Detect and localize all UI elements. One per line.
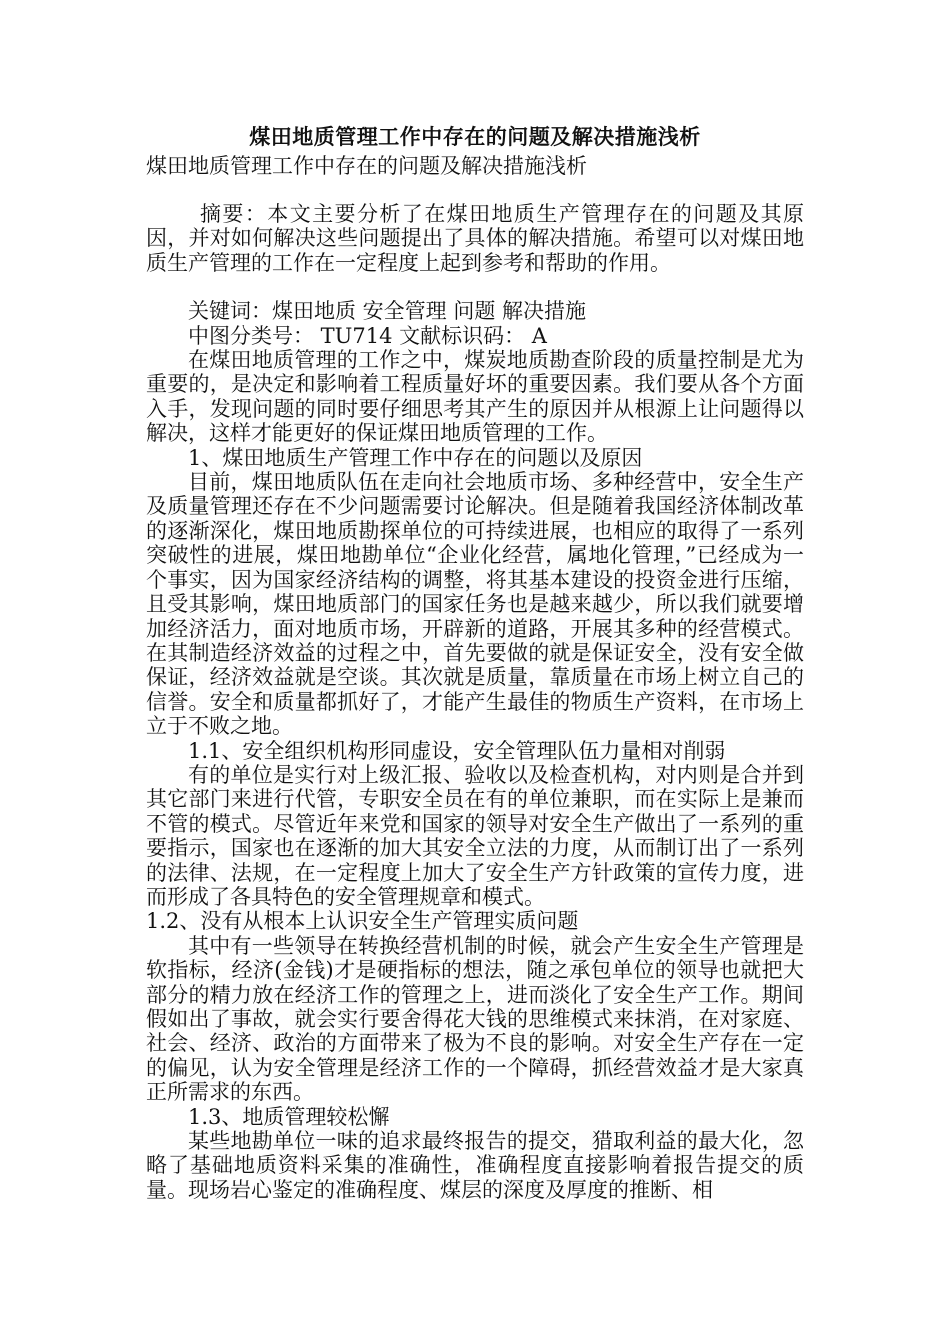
- section-heading-1-1: 1.1、安全组织机构形同虚设，安全管理队伍力量相对削弱: [188, 738, 726, 763]
- section-heading-1-2: 1.2、没有从根本上认识安全生产管理实质问题: [146, 909, 579, 934]
- section-body-1-2: 其中有一些领导在转换经营机制的时候，就会产生安全生产管理是软指标，经济(金钱)才是硬指标的想法，随之承包单位的领导也就把大部分的精力放在经济工作的管理之上，进而淡化了安全生产工作。期间假如出了事故，就会实行要舍得花大钱的思维模式来抹消，在对家庭、社会、经济、政治的方面带来了极为不良的影响。对安全生产存在一定的偏见，认为安全管理是经济工作的一个障碍，抓经营效益才是大家真正所需求的东西。: [146, 933, 804, 1105]
- section-body-1-3: 某些地勘单位一味的追求最终报告的提交，猎取利益的最大化，忽略了基础地质资料采集的准确性，准确程度直接影响着报告提交的质量。现场岩心鉴定的准确程度、煤层的深度及厚度的推断、相: [146, 1129, 804, 1202]
- section-body-1: 目前，煤田地质队伍在走向社会地质市场、多种经营中，安全生产及质量管理还存在不少问题需要讨论解决。但是随着我国经济体制改革的逐渐深化，煤田地质勘探单位的可持续进展，也相应的取得了一系列突破性的进展，煤田地勘单位“企业化经营，属地化管理，”已经成为一个事实，因为国家经济结构的调整，将其基本建设的投资金进行压缩，且受其影响，煤田地质部门的国家任务也是越来越少，所以我们就要增加经济活力，面对地质市场，开辟新的道路，开展其多种的经营模式。在其制造经济效益的过程之中，首先要做的就是保证安全，没有安全做保证，经济效益就是空谈。其次就是质量，靠质量在市场上树立自己的信誉。安全和质量都抓好了，才能产生最佳的物质生产资料，在市场上立于不败之地。: [146, 470, 804, 739]
- section-body-1-1: 有的单位是实行对上级汇报、验收以及检查机构，对内则是合并到其它部门来进行代管，专职安全员在有的单位兼职，而在实际上是兼而不管的模式。尽管近年来党和国家的领导对安全生产做出了一系列的重要指示，国家也在逐渐的加大其安全立法的力度，从而制订出了一系列的法律、法规，在一定程度上加大了安全生产方针政策的宣传力度，进而形成了各具特色的安全管理规章和模式。: [146, 762, 804, 909]
- section-heading-1-3: 1.3、地质管理较松懈: [188, 1104, 390, 1129]
- document-subtitle: 煤田地质管理工作中存在的问题及解决措施浅析: [146, 154, 587, 178]
- classification-line: 中图分类号： TU714 文献标识码： A: [188, 323, 547, 348]
- abstract-paragraph: 摘要：本文主要分析了在煤田地质生产管理存在的问题及其原因，并对如何解决这些问题提出了具体的解决措施。希望可以对煤田地质生产管理的工作在一定程度上起到参考和帮助的作用。: [146, 202, 804, 275]
- document-title: 煤田地质管理工作中存在的问题及解决措施浅析: [249, 124, 701, 149]
- keywords-line: 关键词：煤田地质 安全管理 问题 解决措施: [188, 299, 587, 324]
- section-heading-1: 1、煤田地质生产管理工作中存在的问题以及原因: [188, 445, 643, 470]
- document-page: [146, 122, 804, 1202]
- intro-paragraph: 在煤田地质管理的工作之中，煤炭地质勘查阶段的质量控制是尤为重要的，是决定和影响着工程质量好坏的重要因素。我们要从各个方面入手，发现问题的同时要仔细思考其产生的原因并从根源上让问题得以解决，这样才能更好的保证煤田地质管理的工作。: [146, 348, 804, 446]
